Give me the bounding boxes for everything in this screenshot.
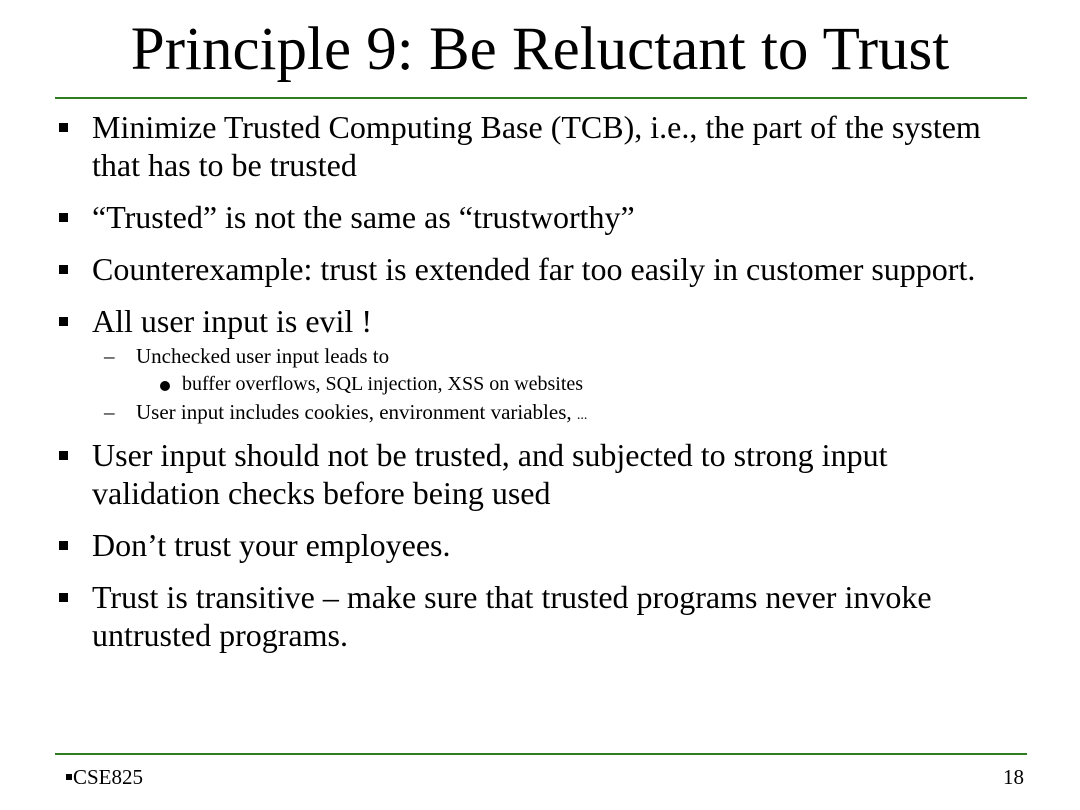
bullet-list [0,108,1080,668]
sub-sub-bullet-attacks [0,370,1080,398]
dash-bullet-icon: – [104,400,115,424]
round-bullet-icon [160,381,170,391]
sub-bullet-unchecked-input [0,342,1080,370]
footer-course [66,764,143,790]
bullet-text: Trust is transitive – make sure that trusted programs never invoke untrusted programs. [92,579,932,653]
bullet-text: User input should not be trusted, and subjected to strong input validation checks before being used [92,437,888,511]
slide-title: Principle 9: Be Reluctant to Trust [130,16,950,83]
square-bullet-icon [59,265,68,274]
sub-bullet-text: Unchecked user input leads to [136,344,390,368]
bullet-transitive [0,578,1080,654]
bullet-trusted-vs-trustworthy [0,198,1080,236]
square-bullet-icon [59,213,68,222]
square-bullet-icon [66,774,72,780]
bullet-text: All user input is evil ! [92,303,372,339]
sub-bullet-input-includes [0,398,1080,430]
title-divider [55,97,1027,99]
bullet-employees [0,526,1080,564]
footer-divider [55,753,1027,755]
dash-bullet-icon: – [104,344,115,368]
course-label: CSE825 [73,765,144,789]
bullet-user-input-evil [0,302,1080,340]
bullet-text: “Trusted” is not the same as “trustworthy” [92,199,635,235]
page-number: 18 [1003,765,1024,789]
bullet-tcb [0,108,1080,184]
sub-bullet-text: User input includes cookies, environment variables, [136,400,572,424]
ellipsis: ... [576,408,588,423]
square-bullet-icon [59,541,68,550]
sub-list [0,342,1080,430]
bullet-input-validation [0,436,1080,512]
bullet-counterexample [0,250,1080,288]
square-bullet-icon [59,317,68,326]
square-bullet-icon [59,593,68,602]
sub-sub-bullet-text: buffer overflows, SQL injection, XSS on websites [182,373,584,395]
bullet-text: Minimize Trusted Computing Base (TCB), i.e., the part of the system that has to be trusted [92,109,981,183]
bullet-text: Counterexample: trust is extended far too easily in customer support. [92,251,976,287]
square-bullet-icon [59,123,68,132]
square-bullet-icon [59,451,68,460]
bullet-text: Don’t trust your employees. [92,527,451,563]
